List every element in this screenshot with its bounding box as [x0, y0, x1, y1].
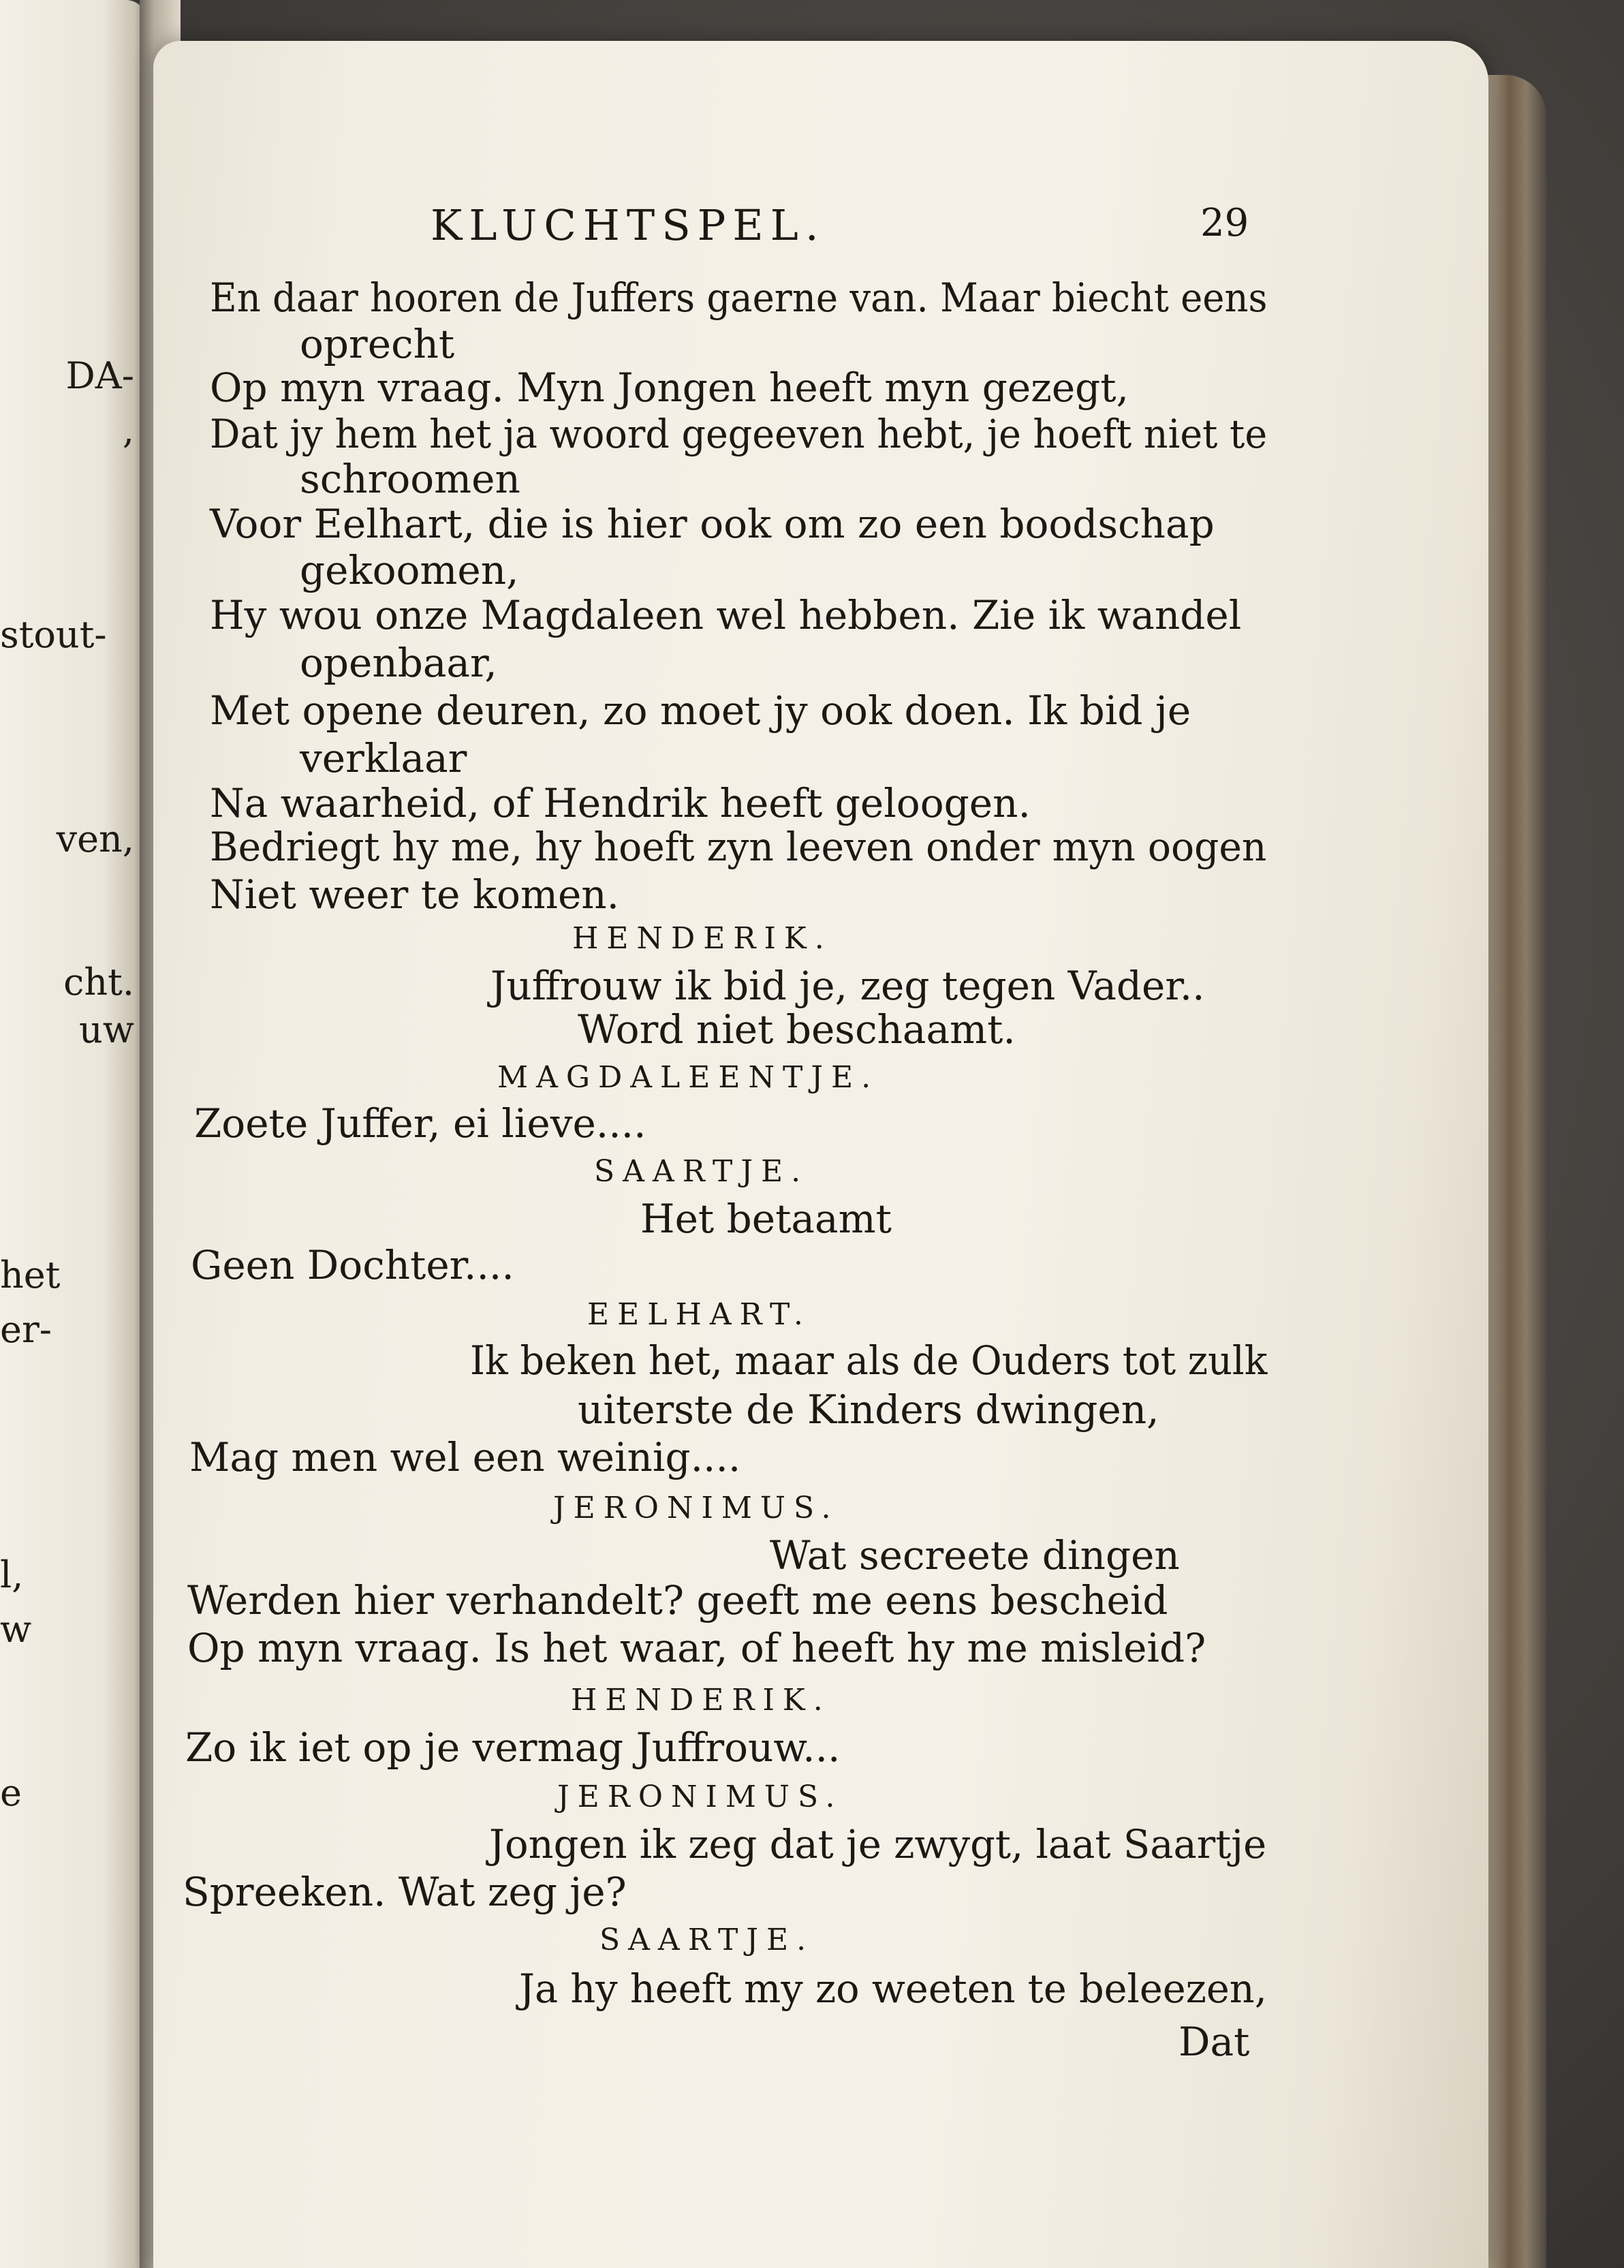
verse-line: Na waarheid, of Hendrik heeft geloogen. [210, 780, 1031, 826]
dialogue-line: Zoete Juffer, ei lieve.... [194, 1100, 646, 1147]
verse-line: openbaar, [300, 640, 497, 686]
speaker-name: SAARTJE. [599, 1923, 815, 1957]
left-page-fragment: er- [0, 1308, 52, 1351]
speaker-name: HENDERIK. [571, 1683, 831, 1718]
dialogue-line: Juffrouw ik bid je, zeg tegen Vader.. [490, 963, 1205, 1009]
verse-line: schroomen [300, 456, 520, 502]
speaker-name: JERONIMUS. [553, 1491, 839, 1525]
left-page-fragment: l, [0, 1553, 24, 1596]
left-page-fragment: stout- [0, 613, 107, 656]
left-page-fragment: cht. [63, 961, 134, 1004]
verse-line: oprecht [300, 321, 455, 367]
speaker-name: SAARTJE. [594, 1154, 809, 1189]
speaker-name: HENDERIK. [572, 921, 832, 956]
left-page-fragment: het [0, 1254, 61, 1296]
running-head: KLUCHTSPEL. [431, 200, 826, 250]
dialogue-line: Het betaamt [640, 1196, 892, 1242]
left-page-fragment: , [122, 409, 134, 452]
verse-line: verklaar [300, 735, 467, 781]
speaker-name: EELHART. [587, 1297, 811, 1332]
dialogue-line: Op myn vraag. Is het waar, of heeft hy me misleid? [187, 1625, 1206, 1671]
dialogue-line: Spreeken. Wat zeg je? [183, 1869, 627, 1915]
verse-line: Niet weer te komen. [210, 871, 620, 918]
verse-line: gekoomen, [300, 547, 519, 593]
verse-line: Op myn vraag. Myn Jongen heeft myn gezegt, [210, 364, 1129, 411]
verse-line: Dat jy hem het ja woord gegeeven hebt, je hoeft niet te [210, 411, 1268, 457]
verse-line: En daar hooren de Juffers gaerne van. Maar biecht eens [210, 275, 1268, 321]
left-page-fragment: uw [79, 1008, 134, 1051]
dialogue-line: Ik beken het, maar als de Ouders tot zulk [470, 1337, 1268, 1384]
verse-line: Hy wou onze Magdaleen wel hebben. Zie ik wandel [210, 592, 1242, 638]
verse-line: Met opene deuren, zo moet jy ook doen. Ik bid je [210, 687, 1191, 734]
dialogue-line: Wat secreete dingen [770, 1532, 1180, 1579]
left-page-fragment: DA- [65, 354, 134, 397]
verse-line: Voor Eelhart, die is hier ook om zo een boodschap [210, 501, 1215, 547]
page-number: 29 [1200, 201, 1249, 245]
dialogue-line: Ja hy heeft my zo weeten te beleezen, [519, 1966, 1267, 2012]
left-page-fragment: e [0, 1771, 22, 1814]
dialogue-line: Zo ik iet op je vermag Juffrouw... [185, 1724, 841, 1771]
dialogue-line: Jongen ik zeg dat je zwygt, laat Saartje [489, 1821, 1267, 1867]
dialogue-line: Word niet beschaamt. [578, 1006, 1016, 1053]
dialogue-line: Mag men wel een weinig.... [189, 1434, 741, 1480]
speaker-name: MAGDALEENTJE. [497, 1060, 879, 1095]
left-page-fragment: w [0, 1608, 32, 1651]
verse-line: Bedriegt hy me, hy hoeft zyn leeven onder myn oogen [210, 824, 1267, 870]
speaker-name: JERONIMUS. [557, 1780, 843, 1814]
dialogue-line: uiterste de Kinders dwingen, [578, 1386, 1159, 1433]
catchword: Dat [1178, 2019, 1250, 2065]
dialogue-line: Werden hier verhandelt? geeft me eens bescheid [187, 1577, 1168, 1624]
left-page-fragment: ven, [56, 818, 134, 860]
dialogue-line: Geen Dochter.... [191, 1242, 514, 1288]
